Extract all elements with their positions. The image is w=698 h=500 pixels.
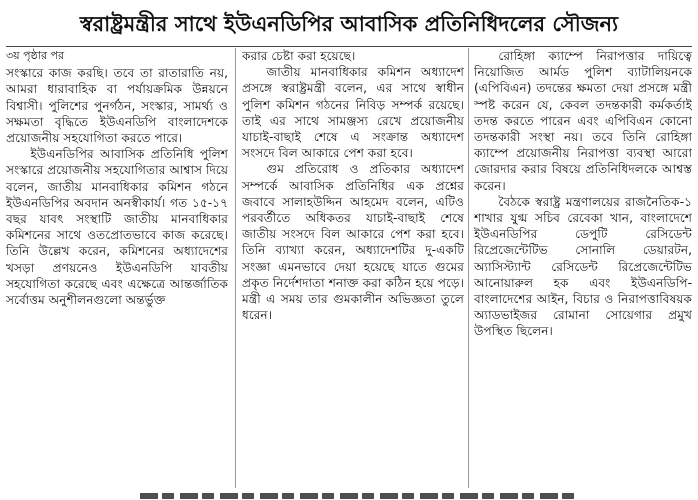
paragraph: ইউএনডিপির আবাসিক প্রতিনিধি পুলিশ সংস্কারে প্রয়োজনীয় সহযোগিতার আশ্বাস দিয়ে বলেন, জাতীয় মানবাধিকার কমিশন গঠনে ইউএনডিপির অবদান অনস্বীকার্য। গত ১৫-১৭ বছর যাবৎ সংস্থাটি জাতীয় মানবাধিকার কমিশনের সাথে ওতপ্রোতভাবে কাজ করেছে। তিনি উল্লেখ করেন, কমিশনের অধ্যাদেশের খসড়া প্রণয়নেও ইউএনডিপি যাবতীয় সহযোগিতা করেছে এবং এক্ষেত্রে আন্তর্জাতিক সর্বোত্তম অনুশীলনগুলো অন্তর্ভুক্ত (6, 147, 228, 308)
paragraph: বৈঠকে স্বরাষ্ট্র মন্ত্রণালয়ের রাজনৈতিক-১ শাখার যুগ্ম সচিব রেবেকা খান, বাংলাদেশে ইউএনডিপির ডেপুটি রেসিডেন্ট রিপ্রেজেন্টেটিভ সোনালি ডেয়ারটন, অ্যাসিস্ট্যান্ট রেসিডেন্ট রিপ্রেজেন্টেটিভ আনোয়ারুল হক এবং ইউএনডিপি-বাংলাদেশের আইন, বিচার ও নিরাপত্তাবিষয়ক অ্যাডভাইজর রোমানা সোয়েগার প্রমুখ উপস্থিত ছিলেন। (474, 194, 692, 339)
paragraph: রোহিঙ্গা ক্যাম্পে নিরাপত্তার দায়িত্বে নিয়োজিত আর্মড পুলিশ ব্যাটালিয়নকে (এপিবিএন) তদন্তের ক্ষমতা দেয়া প্রসঙ্গে মন্ত্রী স্পষ্ট করেন যে, কেবল তদন্তকারী কর্মকর্তাই তদন্ত করতে পারেন এবং এপিবিএন কোনো তদন্তকারী সংস্থা নয়। তবে তিনি রোহিঙ্গা ক্যাম্পে প্রয়োজনীয় নিরাপত্তা ব্যবস্থা আরো জোরদার করার বিষয়ে প্রতিনিধিদলকে আশ্বস্ত করেন। (474, 49, 692, 193)
paragraph: করার চেষ্টা করা হয়েছে। (242, 49, 356, 63)
cropped-text-fragment (140, 493, 580, 499)
continued-from-label: ৩য় পৃষ্ঠার পর (6, 49, 65, 62)
column-divider (468, 48, 469, 488)
next-headline-cutoff (140, 490, 580, 500)
paragraph: সংস্কারে কাজ করছি। তবে তা রাতারাতি নয়, আমরা ধারাবাহিক বা পর্যায়ক্রমিক উন্নয়নে বিশ্বাসী। পুলিশের পুনর্গঠন, সংস্কার, সামর্থ্য ও সক্ষমতা বৃদ্ধিতে ইউএনডিপি বাংলাদেশকে প্রয়োজনীয় সহযোগিতা করতে পারে। (6, 66, 228, 146)
column-divider (235, 48, 236, 488)
column-3 (474, 48, 692, 488)
column-2 (242, 48, 464, 488)
paragraph: গুম প্রতিরোধ ও প্রতিকার অধ্যাদেশ সম্পর্কে আবাসিক প্রতিনিধির এক প্রশ্নের জবাবে সালাহউদ্দিন আহমেদ বলেন, এটিও পরবর্তীতে অধিকতর যাচাই-বাছাই শেষে জাতীয় সংসদে বিল আকারে পেশ করা হবে। তিনি ব্যাখ্যা করেন, অধ্যাদেশটির দু-একটি সংজ্ঞা এমনভাবে দেয়া হয়েছে যাতে গুমের প্রকৃত নির্দেশদাতা শনাক্ত করা কঠিন হয়ে পড়ে। মন্ত্রী এ সময় তার গুমকালীন অভিজ্ঞতা তুলে ধরেন। (242, 162, 464, 323)
paragraph: জাতীয় মানবাধিকার কমিশন অধ্যাদেশ প্রসঙ্গে স্বরাষ্ট্রমন্ত্রী বলেন, এর সাথে স্বাধীন পুলিশ কমিশন গঠনের নিবিড় সম্পর্ক রয়েছে। তাই এর সাথে সামঞ্জস্য রেখে প্রয়োজনীয় যাচাই-বাছাই শেষে এ সংক্রান্ত অধ্যাদেশ সংসদে বিল আকারে পেশ করা হবে। (242, 65, 464, 161)
column-1 (6, 48, 228, 488)
article-headline: স্বরাষ্ট্রমন্ত্রীর সাথে ইউএনডিপির আবাসিক প্রতিনিধিদলের সৌজন্য (79, 12, 619, 36)
headline-rule (6, 46, 692, 47)
